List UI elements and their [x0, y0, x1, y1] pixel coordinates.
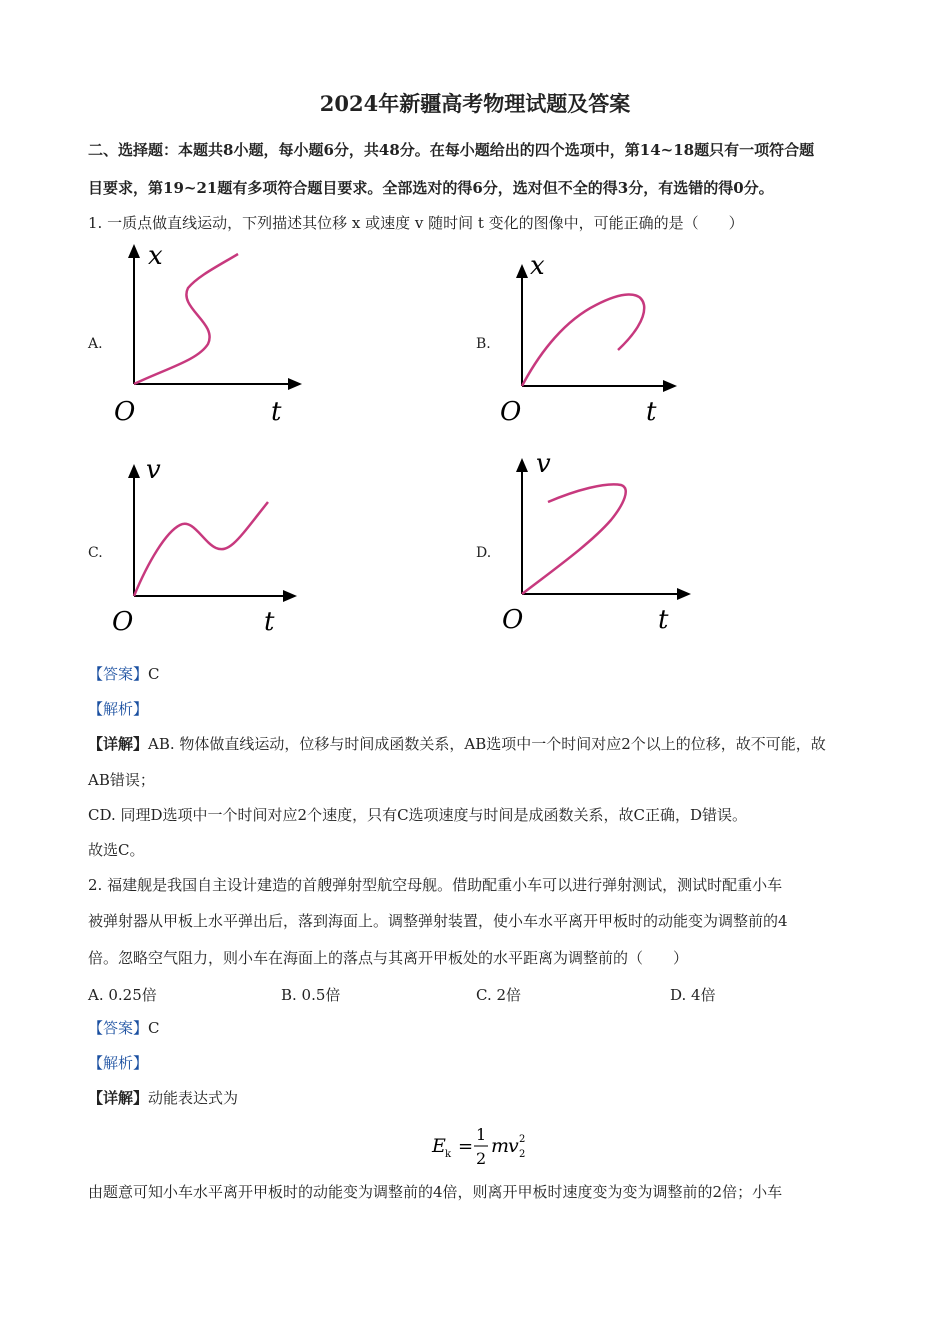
answer-tag: 【答案】 — [88, 1019, 149, 1037]
formula-numerator: 1 — [476, 1125, 487, 1144]
y-axis-arrow — [516, 264, 528, 278]
section-intro-line-2: 目要求，第19~21题有多项符合题目要求。全部选对的得6分，选对但不全的得3分，有选错的得0分。 — [88, 179, 774, 197]
graph-a — [108, 238, 318, 428]
kinetic-energy-formula — [430, 1120, 550, 1170]
origin-label: O — [502, 605, 524, 635]
q1-answer-row — [88, 664, 160, 684]
curve-d — [522, 484, 626, 594]
axis-label-t: t — [264, 607, 275, 637]
q2-detail-line-2: 由题意可知小车水平离开甲板时的动能变为调整前的4倍，则离开甲板时速度变为变为调整前的2倍；小车 — [88, 1183, 783, 1201]
graph-d — [496, 448, 706, 638]
graph-b — [496, 250, 706, 430]
axis-label-x: x — [148, 241, 163, 271]
x-axis-arrow — [663, 380, 677, 392]
q2-choice-d: D. 4倍 — [670, 986, 716, 1004]
q2-choice-b: B. 0.5倍 — [281, 986, 341, 1004]
formula-m: m — [491, 1135, 510, 1157]
formula-v-sup: 2 — [519, 1134, 526, 1145]
formula-v-sub: 2 — [519, 1149, 526, 1160]
detail-text: 动能表达式为 — [148, 1089, 239, 1107]
formula-e: E — [432, 1135, 446, 1157]
y-axis-arrow — [128, 464, 140, 478]
option-c-label: C. — [88, 545, 103, 561]
option-d-label: D. — [476, 545, 492, 561]
q1-detail-line-3: CD. 同理D选项中一个时间对应2个速度，只有C选项速度与时间是成函数关系，故C正确，D错误。 — [88, 806, 748, 824]
axis-label-t: t — [646, 397, 657, 427]
axis-label-v: v — [536, 449, 551, 479]
q2-choice-c: C. 2倍 — [476, 986, 522, 1004]
q2-answer-row — [88, 1018, 160, 1038]
x-axis-arrow — [288, 378, 302, 390]
y-axis-arrow — [128, 244, 140, 258]
q1-detail-line-2: AB错误； — [88, 771, 155, 789]
origin-label: O — [500, 397, 522, 427]
x-axis-arrow — [283, 590, 297, 602]
answer-value: C — [148, 665, 160, 683]
origin-label: O — [112, 607, 134, 637]
question-2-stem-line-2: 被弹射器从甲板上水平弹出后，落到海面上。调整弹射装置，使小车水平离开甲板时的动能变为调整前的4 — [88, 912, 788, 930]
question-2-stem-line-1: 2. 福建舰是我国自主设计建造的首艘弹射型航空母舰。借助配重小车可以进行弹射测试，测试时配重小车 — [88, 876, 783, 894]
axis-label-v: v — [146, 455, 161, 485]
q1-analysis-tag: 【解析】 — [88, 700, 149, 718]
option-b-label: B. — [476, 336, 491, 352]
axis-label-t: t — [658, 605, 669, 635]
formula-v: v — [508, 1135, 519, 1157]
question-1-stem: 1. 一质点做直线运动，下列描述其位移 x 或速度 v 随时间 t 变化的图像中，可能正确的是（ ） — [88, 214, 744, 232]
curve-a — [134, 254, 238, 384]
question-2-stem-line-3: 倍。忽略空气阻力，则小车在海面上的落点与其离开甲板处的水平距离为调整前的（ ） — [88, 949, 689, 967]
option-a-label: A. — [88, 336, 103, 352]
graph-c — [108, 452, 318, 637]
formula-equals: = — [458, 1136, 474, 1157]
detail-tag: 【详解】 — [88, 1089, 149, 1107]
detail-tag: 【详解】 — [88, 735, 149, 753]
answer-value: C — [148, 1019, 160, 1037]
q2-detail-line-1 — [88, 1088, 238, 1108]
curve-c — [134, 502, 268, 596]
y-axis-arrow — [516, 458, 528, 472]
curve-b — [522, 294, 644, 386]
q1-detail-line-1 — [88, 734, 826, 754]
formula-denominator: 2 — [476, 1149, 487, 1168]
axis-label-t: t — [271, 397, 282, 427]
detail-text: AB. 物体做直线运动，位移与时间成函数关系，AB选项中一个时间对应2个以上的位移，故不可能，故 — [148, 735, 826, 753]
q2-choice-a: A. 0.25倍 — [88, 986, 157, 1004]
origin-label: O — [114, 397, 136, 427]
axis-label-x: x — [530, 251, 545, 281]
formula-e-sub: k — [445, 1149, 452, 1160]
section-intro-line-1: 二、选择题：本题共8小题，每小题6分，共48分。在每小题给出的四个选项中，第14~18题只有一项符合题 — [88, 141, 815, 159]
page-title: 2024年新疆高考物理试题及答案 — [319, 91, 631, 116]
x-axis-arrow — [677, 588, 691, 600]
q2-analysis-tag: 【解析】 — [88, 1054, 149, 1072]
answer-tag: 【答案】 — [88, 665, 149, 683]
q1-detail-line-4: 故选C。 — [88, 841, 145, 859]
